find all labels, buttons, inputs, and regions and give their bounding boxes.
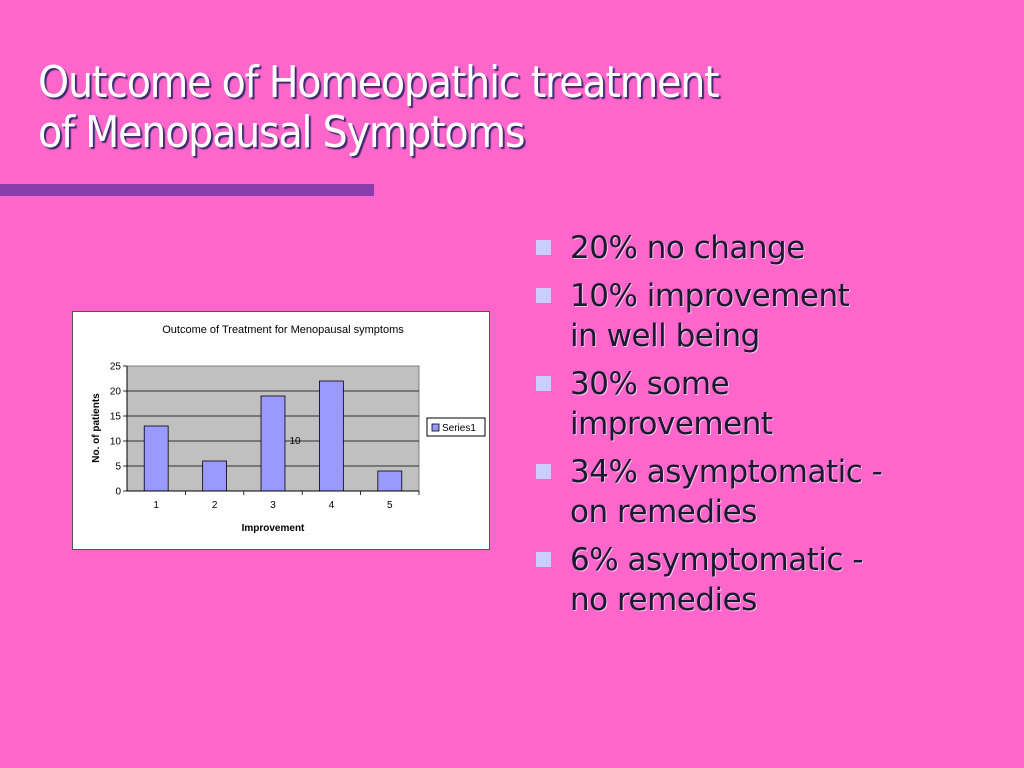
y-tick-label: 10	[109, 436, 121, 448]
bullet-text-line-1: 20% no change	[570, 230, 805, 266]
y-tick-label: 5	[115, 461, 121, 473]
bullet-square-icon	[536, 288, 551, 303]
bar	[261, 396, 285, 491]
bullet-item	[536, 364, 996, 444]
chart-annotation: 10	[289, 436, 301, 447]
x-tick-label: 5	[387, 500, 393, 511]
x-axis-label: Improvement	[241, 523, 305, 534]
bullet-text-line-1: 34% asymptomatic -	[570, 454, 883, 490]
bullet-list	[536, 228, 996, 628]
bullet-text-line-2: on remedies	[570, 494, 757, 530]
bullet-item	[536, 276, 996, 356]
x-tick-label: 2	[211, 500, 218, 511]
bullet-square-icon	[536, 240, 551, 255]
chart-title: Outcome of Treatment for Menopausal symptoms	[162, 324, 404, 336]
bullet-text-line-1: 30% some	[570, 366, 730, 402]
bar	[378, 471, 402, 491]
y-tick-label: 15	[109, 411, 121, 423]
y-tick-label: 20	[109, 386, 121, 398]
slide-title	[38, 58, 918, 158]
bullet-square-icon	[536, 376, 551, 391]
legend-label: Series1	[442, 423, 476, 434]
legend-swatch-icon	[432, 424, 439, 431]
legend	[427, 418, 485, 436]
y-tick-label: 25	[109, 361, 121, 373]
bullet-text-line-2: improvement	[570, 406, 773, 442]
slide-title-line-2: of Menopausal Symptoms	[38, 107, 525, 158]
bar	[319, 381, 343, 491]
bullet-text-line-1: 6% asymptomatic -	[570, 542, 864, 578]
bullet-text-line-1: 10% improvement	[570, 278, 850, 314]
bullet-item	[536, 452, 996, 532]
slide-title-line-1: Outcome of Homeopathic treatment	[38, 57, 719, 108]
x-tick-label: 4	[328, 500, 335, 511]
bar	[144, 426, 168, 491]
bullet-item	[536, 228, 996, 268]
bullet-text-line-2: no remedies	[570, 582, 757, 618]
title-underline-rule	[0, 184, 374, 196]
y-axis-label: No. of patients	[91, 393, 102, 463]
x-tick-label: 1	[153, 500, 159, 511]
y-tick-label: 0	[115, 486, 121, 498]
x-tick-label: 3	[270, 500, 276, 511]
bullet-item	[536, 540, 996, 620]
bullet-text-line-2: in well being	[570, 318, 760, 354]
bar	[203, 461, 227, 491]
bullet-square-icon	[536, 552, 551, 567]
bullet-square-icon	[536, 464, 551, 479]
bar-chart	[73, 312, 489, 549]
chart-container	[72, 311, 490, 550]
